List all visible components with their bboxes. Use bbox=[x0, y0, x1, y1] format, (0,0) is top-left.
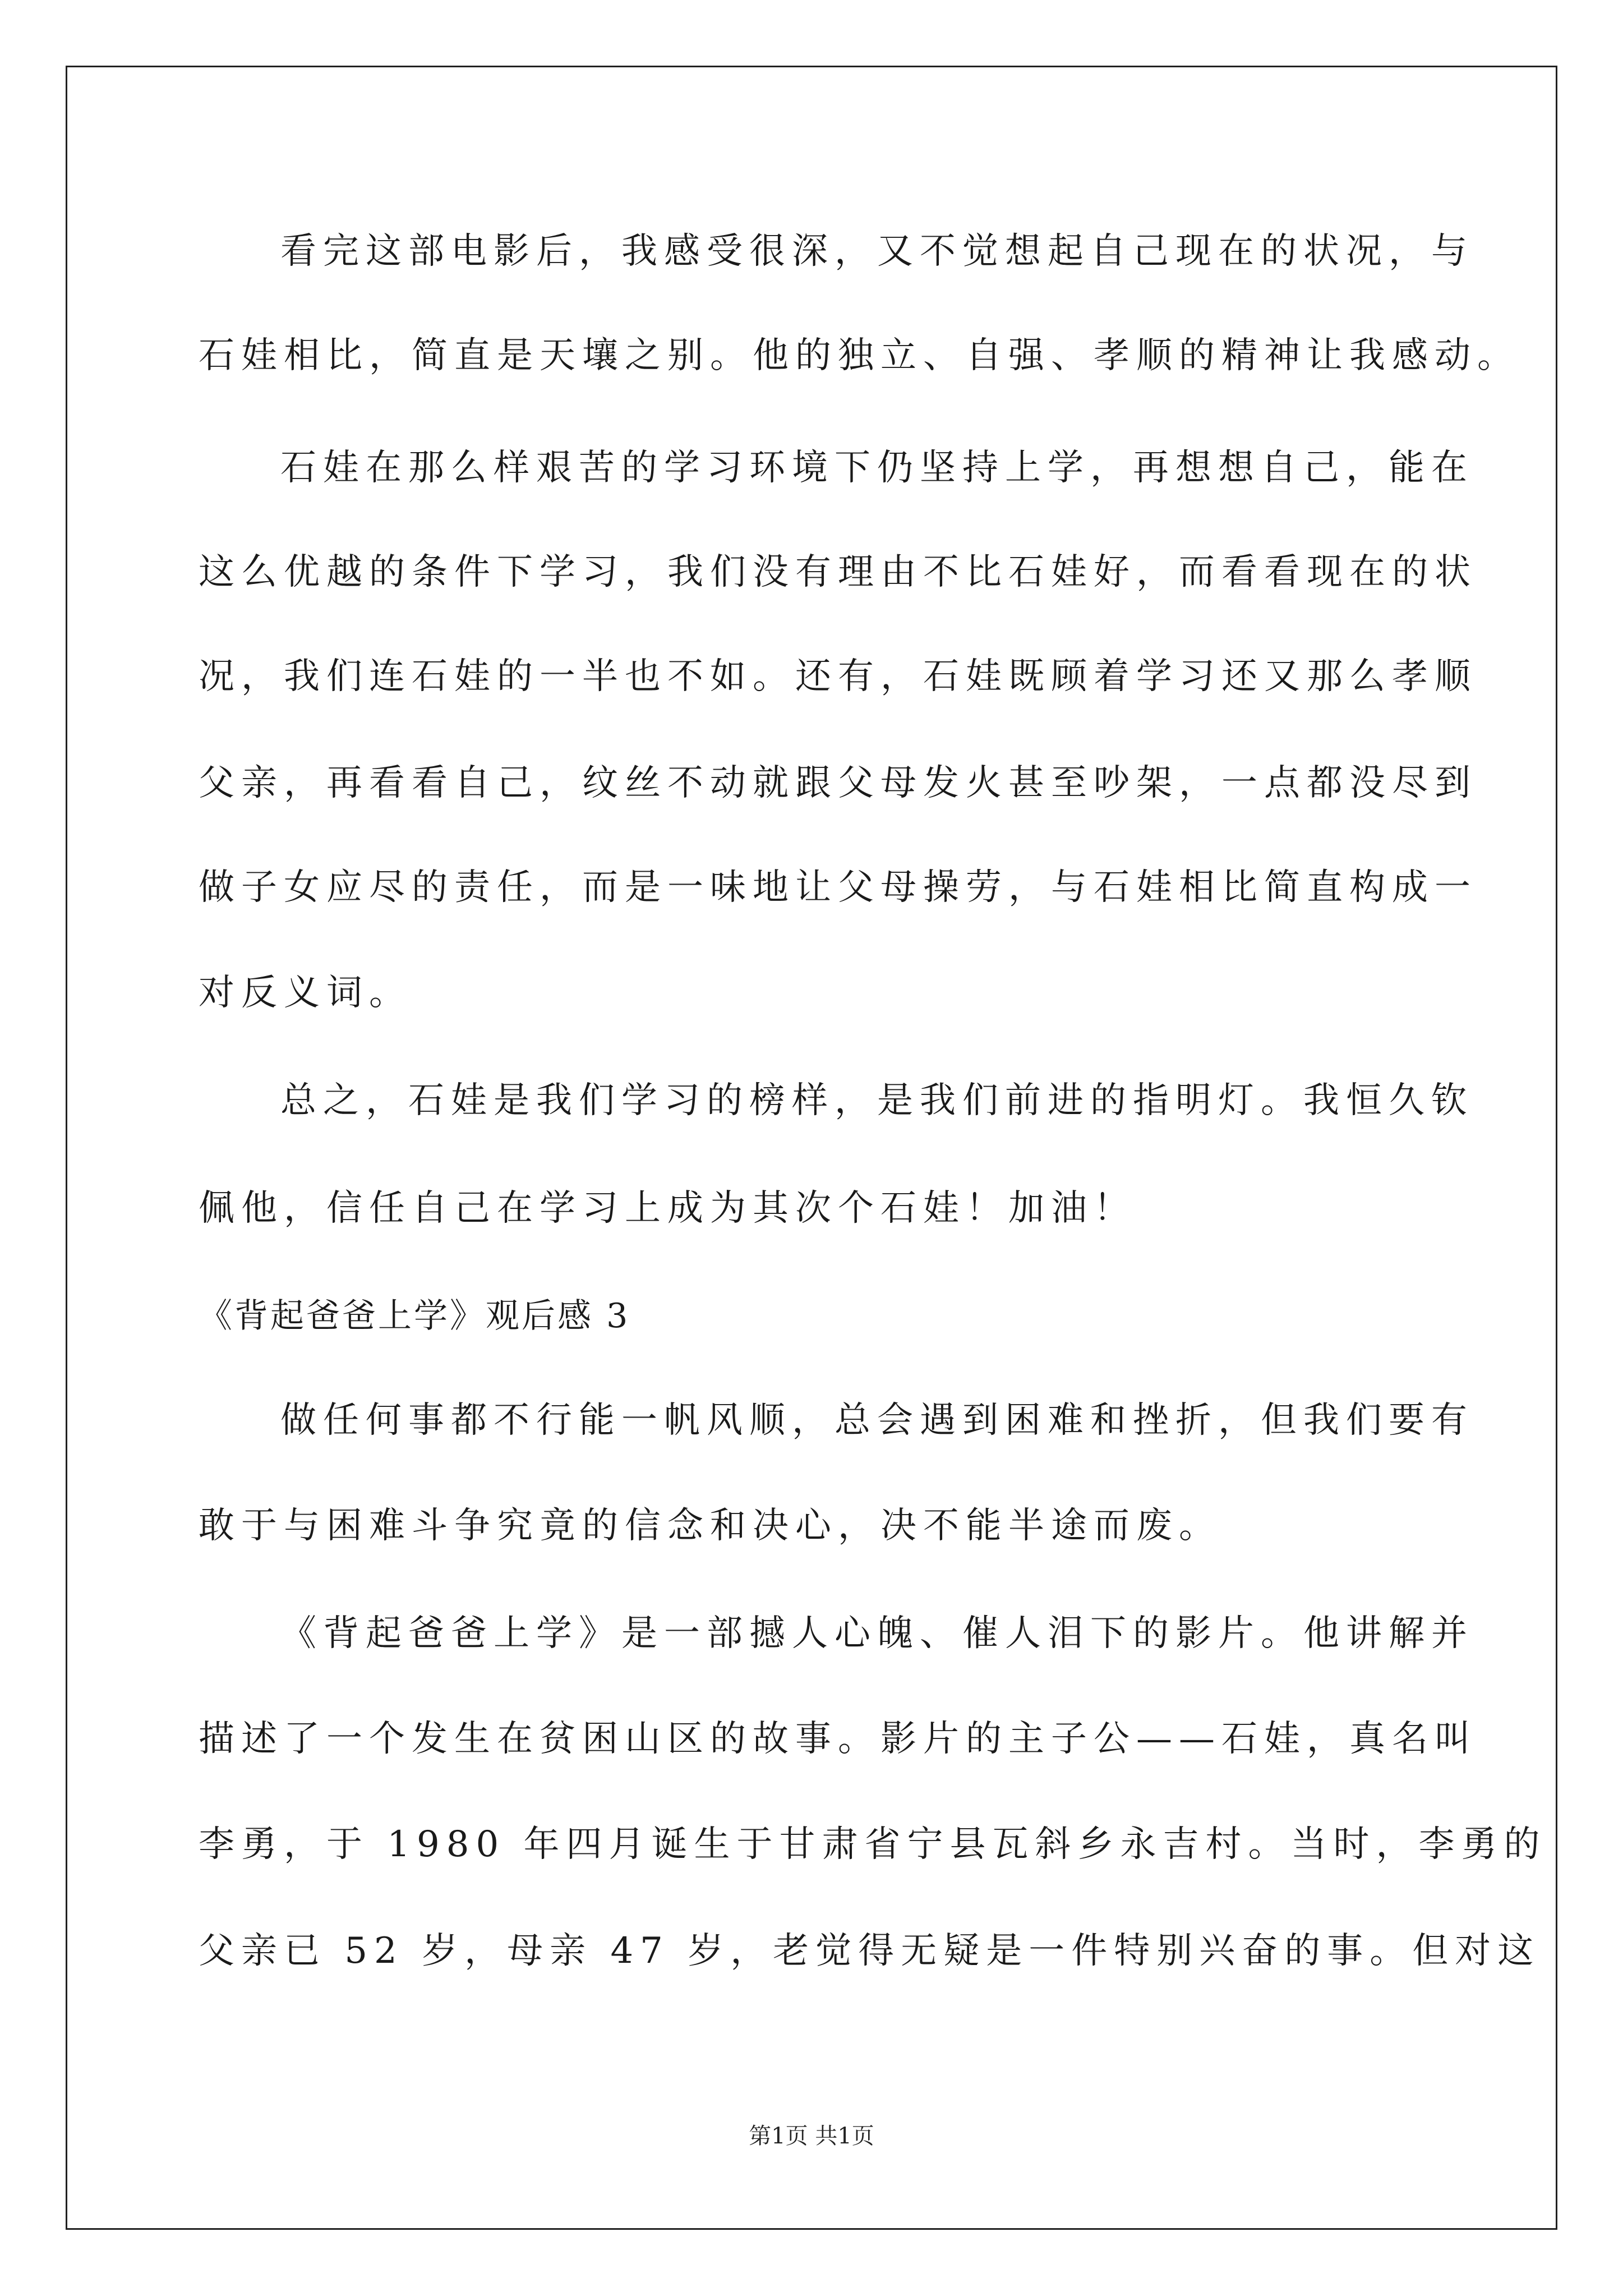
paragraph-line: 对反义词。 bbox=[199, 972, 412, 1014]
page-number-footer: 第1页 共1页 bbox=[749, 2123, 874, 2149]
paragraph-line: 石娃相比，简直是天壤之别。他的独立、自强、孝顺的精神让我感动。 bbox=[199, 335, 1520, 376]
paragraph-line: 看完这部电影后，我感受很深，又不觉想起自己现在的状况，与 bbox=[280, 231, 1474, 272]
paragraph-line: 李勇，于 1980 年四月诞生于甘肃省宁县瓦斜乡永吉村。当时，李勇的 bbox=[199, 1824, 1547, 1865]
paragraph-line: 石娃在那么样艰苦的学习环境下仍坚持上学，再想想自己，能在 bbox=[280, 447, 1474, 489]
paragraph-line: 做任何事都不行能一帆风顺，总会遇到困难和挫折，但我们要有 bbox=[280, 1400, 1474, 1441]
paragraph-line: 《背起爸爸上学》是一部撼人心魄、催人泪下的影片。他讲解并 bbox=[280, 1613, 1474, 1654]
paragraph-line: 佩他，信任自己在学习上成为其次个石娃！加油！ bbox=[199, 1188, 1136, 1229]
paragraph-line: 做子女应尽的责任，而是一味地让父母操劳，与石娃相比简直构成一 bbox=[199, 867, 1477, 908]
paragraph-line: 况，我们连石娃的一半也不如。还有，石娃既顾着学习还又那么孝顺 bbox=[199, 656, 1477, 697]
paragraph-line: 描述了一个发生在贫困山区的故事。影片的主子公——石娃，真名叫 bbox=[199, 1718, 1477, 1760]
paragraph-line: 这么优越的条件下学习，我们没有理由不比石娃好，而看看现在的状 bbox=[199, 551, 1477, 593]
paragraph-line: 敢于与困难斗争究竟的信念和决心，决不能半途而废。 bbox=[199, 1505, 1221, 1547]
page-border bbox=[66, 66, 1557, 2230]
section-heading: 《背起爸爸上学》观后感 3 bbox=[199, 1296, 630, 1336]
paragraph-line: 总之，石娃是我们学习的榜样，是我们前进的指明灯。我恒久钦 bbox=[280, 1080, 1474, 1121]
paragraph-line: 父亲已 52 岁，母亲 47 岁，老觉得无疑是一件特别兴奋的事。但对这 bbox=[199, 1930, 1541, 1972]
paragraph-line: 父亲，再看看自己，纹丝不动就跟父母发火甚至吵架，一点都没尽到 bbox=[199, 762, 1477, 804]
